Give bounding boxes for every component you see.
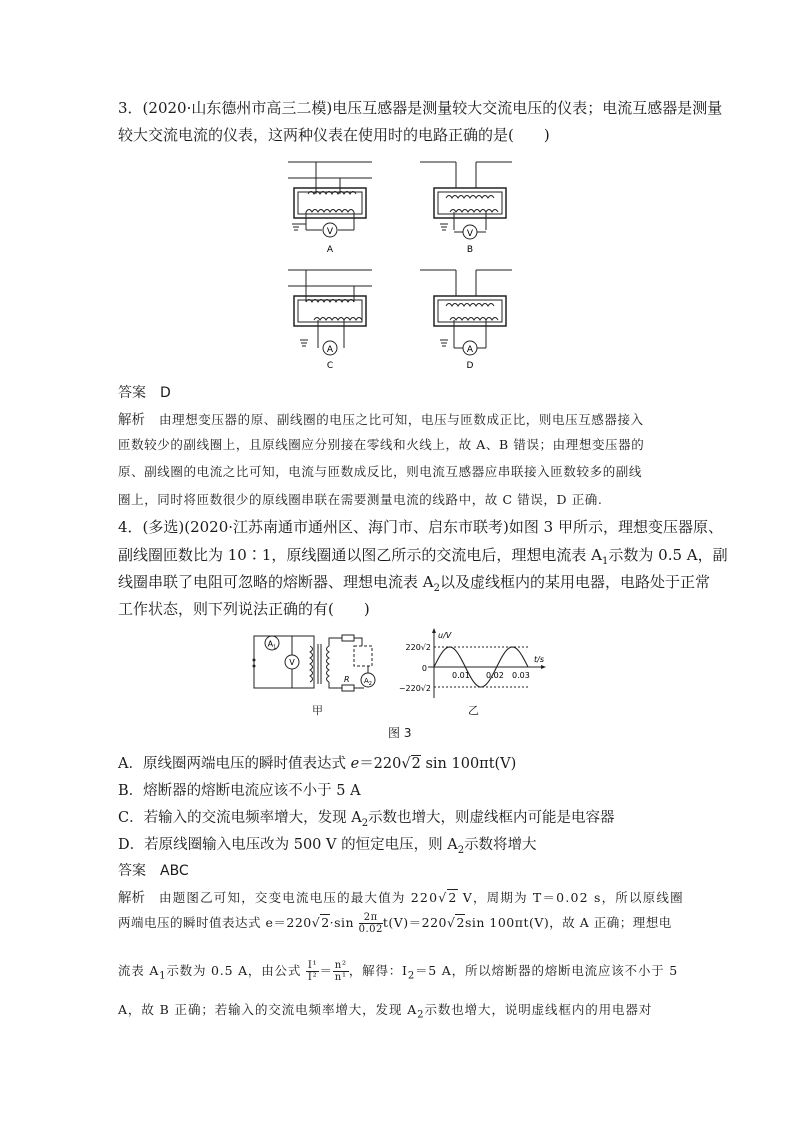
frac-den: n¹ <box>334 972 347 983</box>
fraction-turns <box>333 960 349 983</box>
analysis-text: ·sin <box>329 915 355 930</box>
graph-xlabel: t/s <box>534 655 544 664</box>
graph-origin: 0 <box>421 664 427 673</box>
q3-stem-line1: 3．(2020·山东德州市高三二模)电压互感器是测量较大交流电压的仪表；电流互感器是测量 <box>118 99 723 117</box>
resistor-label: R <box>344 675 350 684</box>
subscript: 2 <box>457 844 465 856</box>
figure-yi-label: 乙 <box>468 704 479 717</box>
frac-den: 0.02 <box>358 924 383 935</box>
meter-label: A <box>326 345 334 355</box>
meter-label: A <box>466 345 474 355</box>
figure-B <box>420 162 512 255</box>
q4-graph-yi <box>398 628 548 700</box>
figure-C-label: C <box>326 361 334 370</box>
figure-A <box>288 162 372 255</box>
q4-stem-line2 <box>118 544 728 567</box>
q3-figures <box>280 158 520 370</box>
analysis-text: ，解得：I <box>348 963 408 978</box>
q4-analysis-line2: 两端电压的瞬时值表达式 e＝220√2·sin $\frac{2\pi}{0.02}$ t(V)＝220√2sin 100πt(V)，故 A 正确；理想电 <box>118 912 672 935</box>
meter-label: V <box>326 227 334 237</box>
equals: ＝ <box>319 963 333 978</box>
analysis-text: sin 100πt(V)，故 A 正确；理想电 <box>464 915 672 930</box>
option-text: A．原线圈两端电压的瞬时值表达式 <box>118 756 351 772</box>
var-e: e <box>350 756 360 772</box>
subscript: 1 <box>602 556 609 567</box>
graph-ylabel: u/V <box>438 631 452 640</box>
q3-analysis-line2: 匝数较少的副线圈上，且原线圈应分别接在零线和火线上，故 A、B 错误；由理想变压器的 <box>118 437 645 452</box>
q3-analysis-line4: 圈上，同时将匝数很少的原线圈串联在需要测量电流的线路中，故 C 错误，D 正确. <box>118 492 603 507</box>
stem-text: 示数为 0.5 A，副 <box>608 546 728 564</box>
analysis-text: 示数为 0.5 A，由公式 <box>166 963 302 978</box>
figure-D <box>420 270 512 370</box>
q4-stem-line1: 4．(多选)(2020·江苏南通市通州区、海门市、启东市联考)如图 3 甲所示，理想变压器原、 <box>118 518 723 536</box>
figure-B-label: B <box>466 245 474 255</box>
sqrt-arg: 2 <box>321 915 330 930</box>
q3-stem-line2: 较大交流电流的仪表，这两种仪表在使用时的电路正确的是( ) <box>118 126 550 144</box>
figure-C <box>288 270 372 370</box>
x-tick-3: 0.03 <box>512 671 530 680</box>
answer-label: 答案 <box>118 863 146 879</box>
figure-A-label: A <box>326 245 334 255</box>
answer-value: D <box>160 385 171 401</box>
meter-label: V <box>466 229 474 239</box>
q4-analysis-line3 <box>118 960 678 983</box>
frac-num: 2π <box>359 912 383 924</box>
sqrt-arg: 2 <box>448 890 458 905</box>
analysis-text: A，故 B 正确；若输入的交流电频率增大，发现 A <box>118 1002 418 1017</box>
sqrt-arg: 2 <box>411 756 421 772</box>
q4-stem-line3 <box>118 571 710 594</box>
option-text: C．若输入的交流电频率增大，发现 A <box>118 810 362 826</box>
q4-answer <box>118 860 678 880</box>
analysis-text: ＝5 A，所以熔断器的熔断电流应该不小于 5 <box>414 963 678 978</box>
frac-den: I² <box>307 972 318 983</box>
fraction-2pi <box>359 912 383 935</box>
option-text: sin 100πt(V) <box>420 756 517 772</box>
option-text: 示数将增大 <box>464 837 537 853</box>
subscript: 1 <box>159 970 167 982</box>
analysis-text: 示数也增大，说明虚线框内的用电器对 <box>424 1002 653 1017</box>
option-text: 示数也增大，则虚线框内可能是电容器 <box>368 810 615 826</box>
q4-option-D <box>118 833 678 856</box>
subscript: 2 <box>417 1009 425 1021</box>
figure-D-label: D <box>466 361 474 370</box>
ammeter-a1-label: $A_1$ <box>267 639 277 651</box>
subscript: 2 <box>433 583 440 594</box>
analysis-label: 解析 <box>118 412 145 428</box>
q4-analysis-line1: 解析 由题图乙可知，交变电流电压的最大值为 220√2 V，周期为 T＝0.02 s，所以原线圈 <box>118 890 684 906</box>
q3-analysis-line1 <box>118 408 678 428</box>
graph-ymax: 220√2 <box>405 643 431 652</box>
sqrt-arg: 2 <box>456 915 465 930</box>
analysis-text: 由题图乙可知，交变电流电压的最大值为 220 <box>159 890 439 905</box>
stem-text: 线圈串联了电阻可忽略的熔断器、理想电流表 A <box>118 573 434 591</box>
subscript: 2 <box>407 970 415 982</box>
q4-stem-line4: 工作状态，则下列说法正确的有( ) <box>118 600 370 618</box>
stem-text: 副线圈匝数比为 10∶1，原线圈通以图乙所示的交流电后，理想电流表 A <box>118 546 603 564</box>
frac-num: I¹ <box>307 960 318 971</box>
q4-circuit-jia <box>246 630 386 700</box>
q4-option-A: A．原线圈两端电压的瞬时值表达式 e＝220√2 sin 100πt(V) <box>118 756 517 772</box>
option-text: D．若原线圈输入电压改为 500 V 的恒定电压，则 A <box>118 837 458 853</box>
answer-value: ABC <box>160 863 189 879</box>
answer-label: 答案 <box>118 385 146 401</box>
q4-option-C <box>118 806 678 829</box>
option-text: ＝220 <box>359 756 402 772</box>
q3-answer <box>118 382 678 402</box>
x-tick-1: 0.01 <box>452 671 470 680</box>
figure-jia-label: 甲 <box>312 704 323 717</box>
analysis-label: 解析 <box>118 890 145 906</box>
fraction-current <box>306 960 320 983</box>
analysis-text: 流表 A <box>118 963 160 978</box>
analysis-text: 两端电压的瞬时值表达式 e＝220 <box>118 915 312 930</box>
q3-analysis-line3: 原、副线圈的电流之比可知，电流与匝数成反比，则电流互感器应串联接入匝数较多的副线 <box>118 464 643 479</box>
q4-option-B: B．熔断器的熔断电流应该不小于 5 A <box>118 783 361 799</box>
q4-analysis-line4 <box>118 1000 678 1021</box>
frac-num: n² <box>334 960 347 971</box>
analysis-text: 由理想变压器的原、副线圈的电压之比可知，电压与匝数成正比，则电压互感器接入 <box>159 412 644 427</box>
stem-text: 以及虚线框内的某用电器，电路处于正常 <box>439 573 710 591</box>
analysis-text: V，周期为 T＝0.02 s，所以原线圈 <box>457 890 684 905</box>
figure-caption: 图 3 <box>388 726 412 740</box>
analysis-text: t(V)＝220 <box>382 915 448 930</box>
ammeter-a2-label: $A_2$ <box>364 677 372 687</box>
x-tick-2: 0.02 <box>486 671 504 680</box>
graph-ymin: −220√2 <box>398 684 431 693</box>
subscript: 2 <box>361 817 369 829</box>
voltmeter-label: V <box>289 658 295 667</box>
